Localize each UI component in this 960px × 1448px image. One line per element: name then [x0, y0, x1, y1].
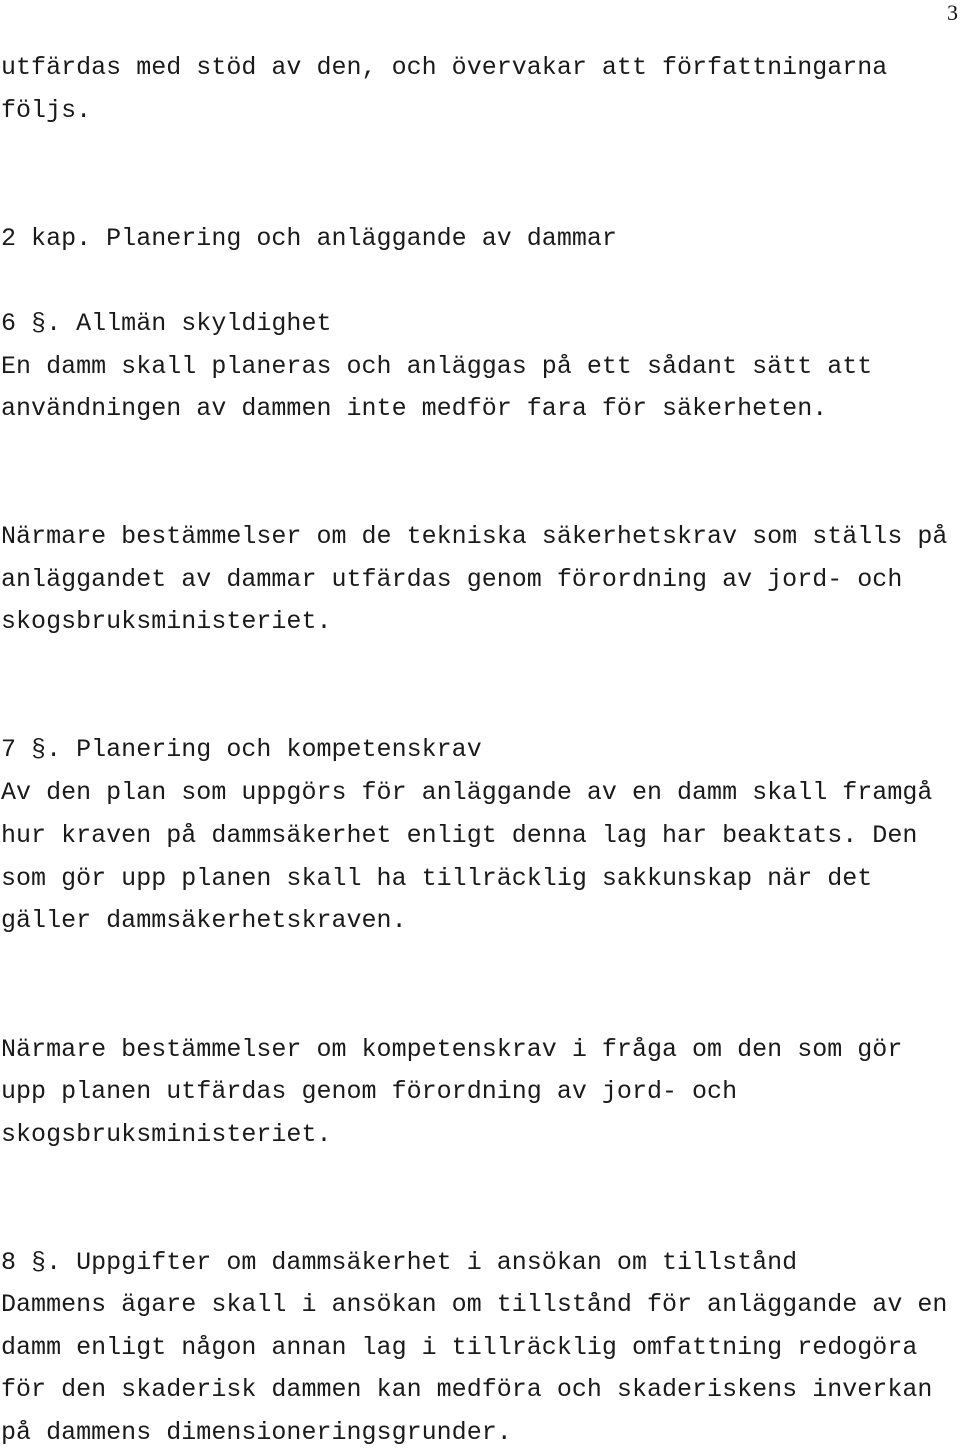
- page-number: 3: [947, 0, 958, 25]
- chapter-heading: 2 kap. Planering och anläggande av dammar: [1, 224, 617, 253]
- text-line: upp planen utfärdas genom förordning av jord- och: [1, 1077, 738, 1106]
- text-line: Av den plan som uppgörs för anläggande av en damm skall framgå: [1, 778, 933, 807]
- text-line: Närmare bestämmelser om de tekniska säkerhetskrav som ställs på: [1, 522, 948, 551]
- section-heading: 8 §. Uppgifter om dammsäkerhet i ansökan om tillstånd: [1, 1248, 798, 1277]
- text-line: skogsbruksministeriet.: [1, 1120, 332, 1149]
- text-line: anläggandet av dammar utfärdas genom förordning av jord- och: [1, 565, 903, 594]
- section-heading: 7 §. Planering och kompetenskrav: [1, 735, 482, 764]
- text-line: användningen av dammen inte medför fara för säkerheten.: [1, 394, 828, 423]
- text-line: En damm skall planeras och anläggas på ett sådant sätt att: [1, 352, 873, 381]
- text-line: följs.: [1, 96, 92, 125]
- text-line: utfärdas med stöd av den, och övervakar att författningarna: [1, 53, 888, 82]
- text-line: gäller dammsäkerhetskraven.: [1, 906, 407, 935]
- text-line: skogsbruksministeriet.: [1, 607, 332, 636]
- text-line: Dammens ägare skall i ansökan om tillstånd för anläggande av en: [1, 1290, 948, 1319]
- text-line: damm enligt någon annan lag i tillräcklig omfattning redogöra: [1, 1333, 918, 1362]
- text-line: för den skaderisk dammen kan medföra och skaderiskens inverkan: [1, 1375, 933, 1404]
- text-line: som gör upp planen skall ha tillräcklig sakkunskap när det: [1, 864, 873, 893]
- text-line: på dammens dimensioneringsgrunder.: [1, 1418, 512, 1447]
- text-line: hur kraven på dammsäkerhet enligt denna lag har beaktats. Den: [1, 821, 918, 850]
- section-heading: 6 §. Allmän skyldighet: [1, 309, 332, 338]
- text-line: Närmare bestämmelser om kompetenskrav i fråga om den som gör: [1, 1035, 903, 1064]
